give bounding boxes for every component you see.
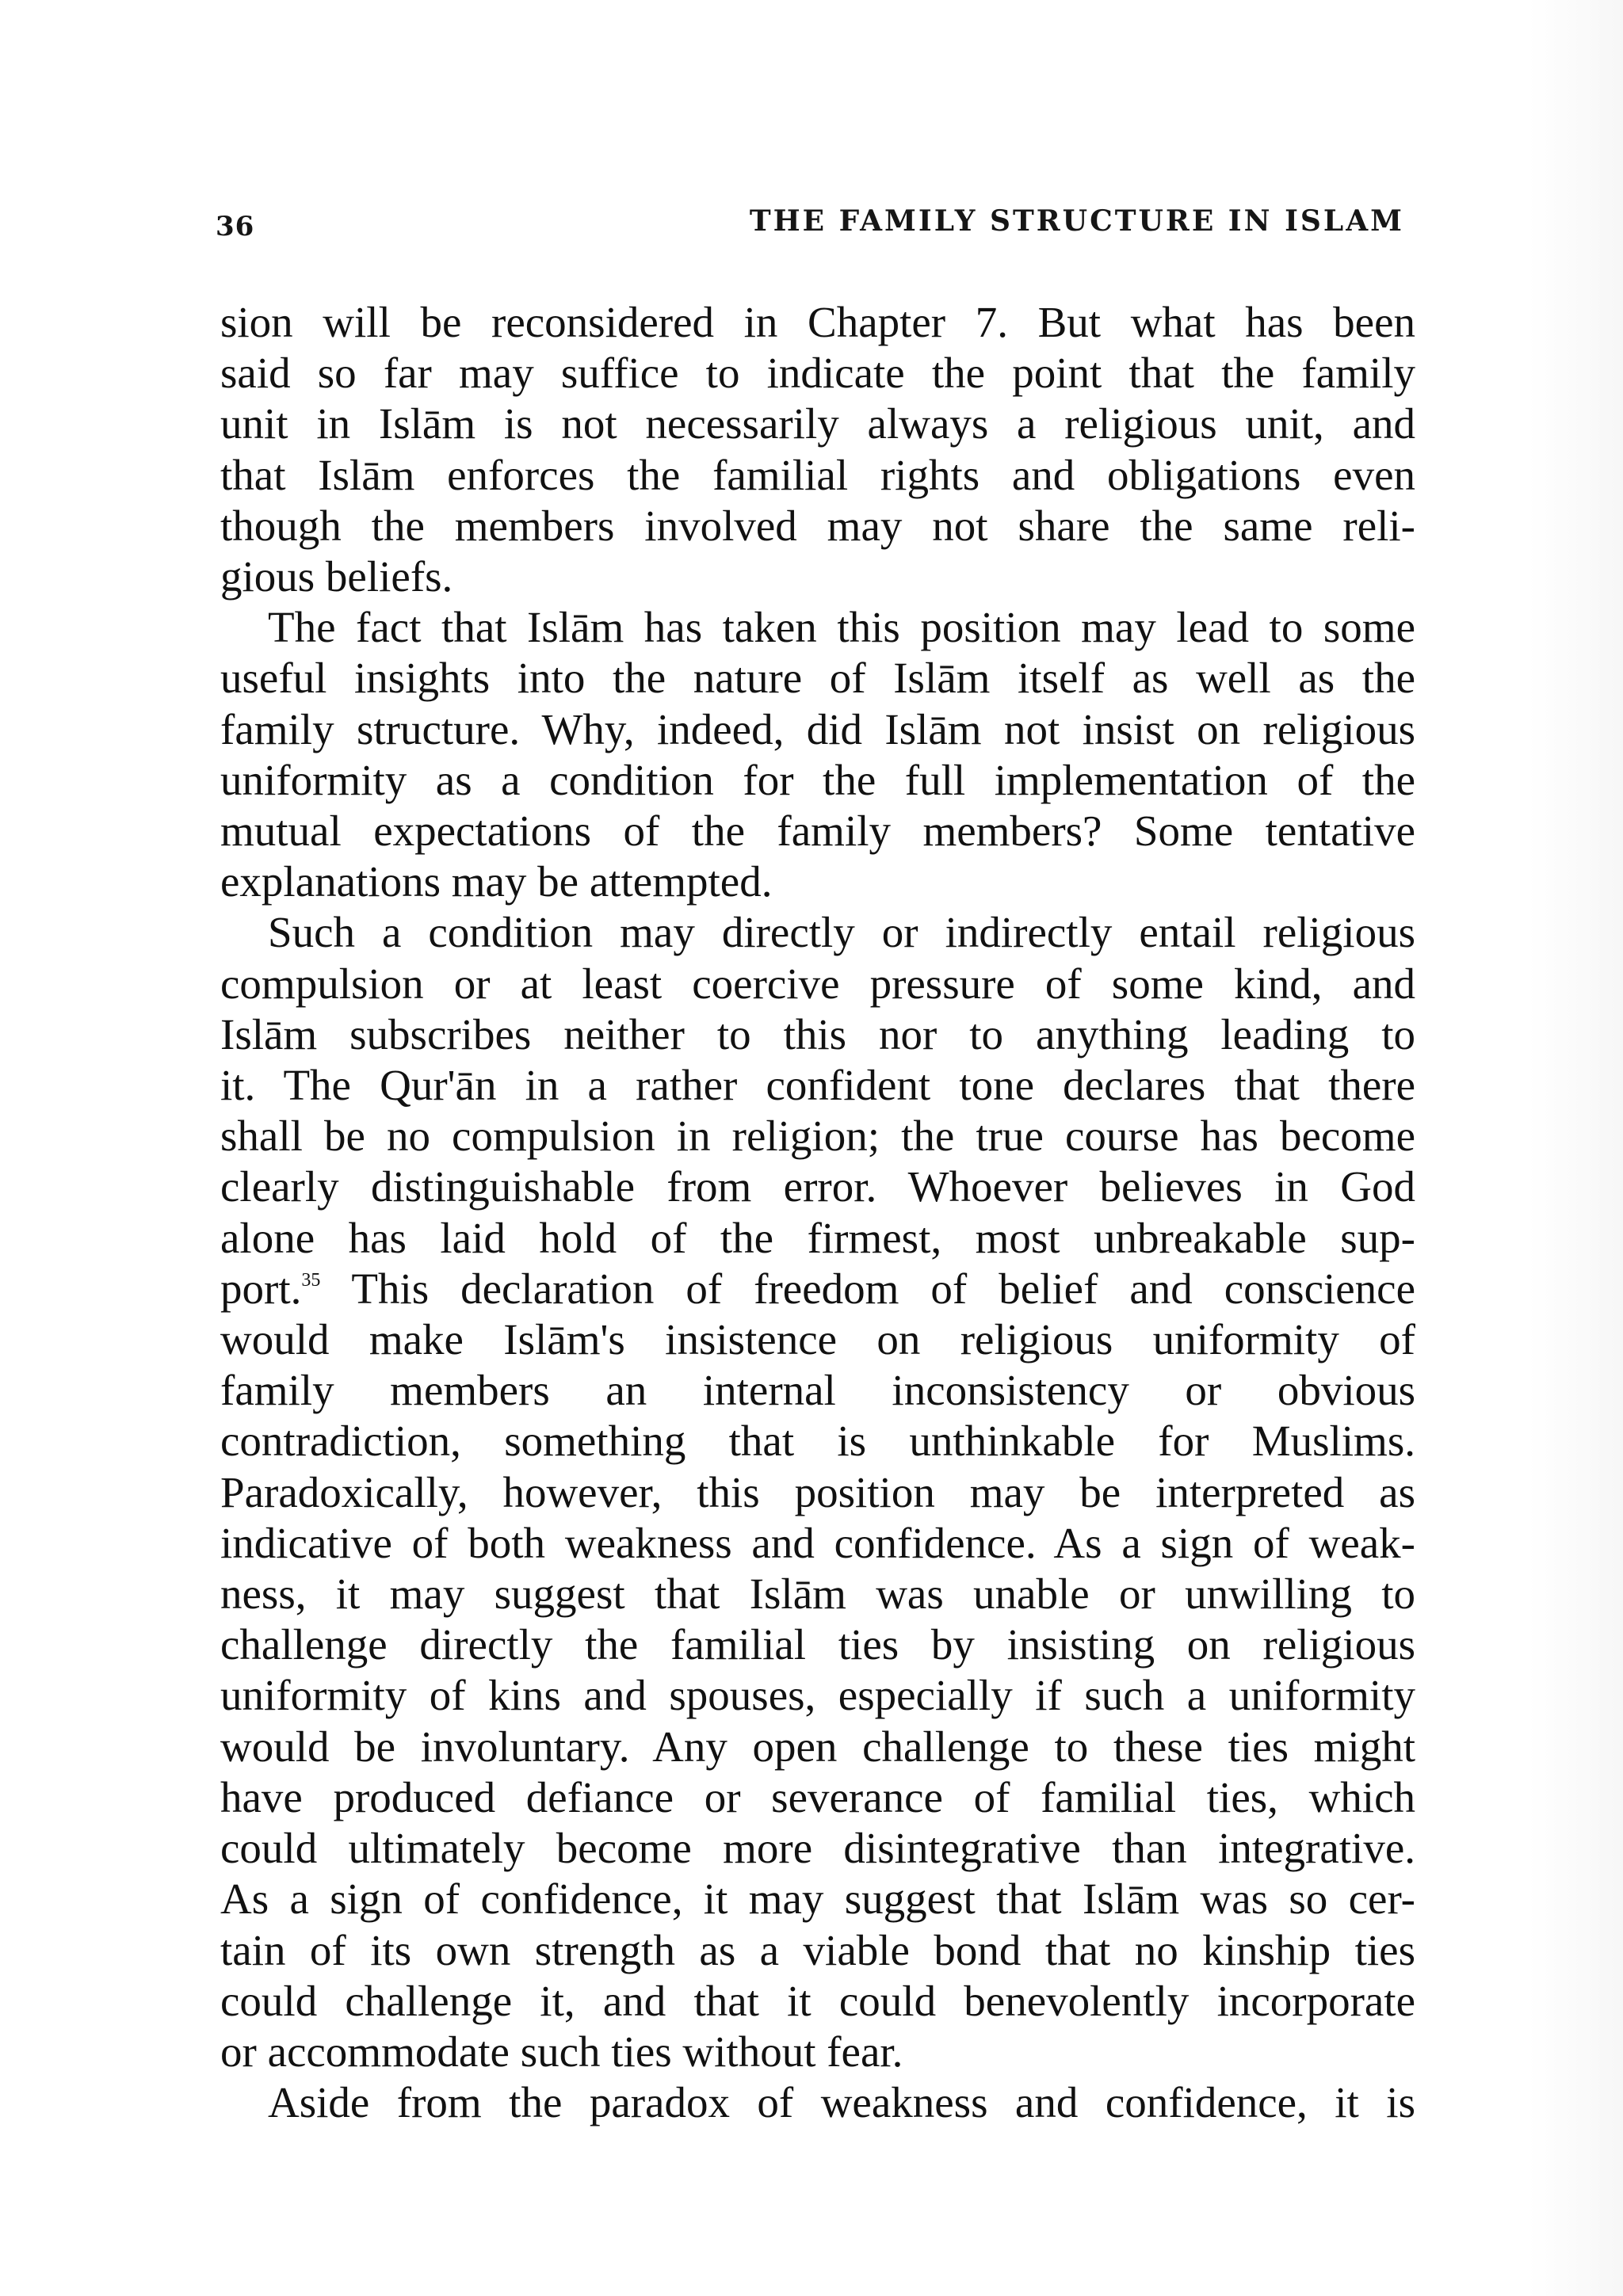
text-line: gious beliefs. bbox=[220, 552, 453, 601]
text-line: uniformity as a condition for the full implementation of the bbox=[220, 755, 1415, 804]
text-line: it. The Qur'ān in a rather confident tone declares that there bbox=[220, 1061, 1415, 1110]
text-line: Paradoxically, however, this position may be interpreted as bbox=[220, 1467, 1415, 1516]
text-line: or accommodate such ties without fear. bbox=[220, 2027, 903, 2076]
text-line: ness, it may suggest that Islām was unable or unwilling to bbox=[220, 1569, 1415, 1619]
text-line: compulsion or at least coercive pressure of some kind, and bbox=[220, 959, 1415, 1008]
text-line: could ultimately become more disintegrative than integrative. bbox=[220, 1824, 1415, 1873]
text-line: unit in Islām is not necessarily always a religious unit, and bbox=[220, 399, 1415, 448]
text-line: uniformity of kins and spouses, especially if such a uniformity bbox=[220, 1671, 1415, 1720]
text-line: mutual expectations of the family members? Some tentative bbox=[220, 807, 1415, 856]
text-line: useful insights into the nature of Islām itself as well as the bbox=[220, 654, 1415, 703]
text-line: would be involuntary. Any open challenge to these ties might bbox=[220, 1722, 1415, 1771]
text-line: explanations may be attempted. bbox=[220, 857, 773, 906]
text-line: challenge directly the familial ties by insisting on religious bbox=[220, 1620, 1415, 1669]
text-line: sion will be reconsidered in Chapter 7. But what has been bbox=[220, 298, 1415, 346]
page-header bbox=[216, 204, 1404, 252]
text-fragment: This declaration of freedom of belief and conscience bbox=[320, 1264, 1415, 1313]
text-line: shall be no compulsion in religion; the true course has become bbox=[220, 1112, 1415, 1161]
text-line: tain of its own strength as a viable bond that no kinship ties bbox=[220, 1925, 1415, 1974]
page-number: 36 bbox=[216, 211, 255, 242]
text-line: said so far may suffice to indicate the point that the family bbox=[220, 349, 1415, 398]
text-fragment: port. bbox=[220, 1264, 302, 1313]
text-line: alone has laid hold of the firmest, most unbreakable sup- bbox=[220, 1213, 1415, 1262]
text-line: family members an internal inconsistency or obvious bbox=[220, 1366, 1415, 1415]
text-line: As a sign of confidence, it may suggest that Islām was so cer- bbox=[220, 1875, 1415, 1924]
text-line: Islām subscribes neither to this nor to anything leading to bbox=[220, 1009, 1415, 1058]
text-line: would make Islām's insistence on religious uniformity of bbox=[220, 1315, 1415, 1364]
text-line: could challenge it, and that it could benevolently incorporate bbox=[220, 1976, 1415, 2025]
scan-shadow bbox=[1528, 0, 1623, 2296]
text-line: family structure. Why, indeed, did Islām not insist on religious bbox=[220, 704, 1415, 753]
text-line: Such a condition may directly or indirectly entail religious bbox=[268, 908, 1415, 957]
text-line: The fact that Islām has taken this position may lead to some bbox=[268, 603, 1415, 652]
text-line: indicative of both weakness and confidence. As a sign of weak- bbox=[220, 1518, 1415, 1567]
text-line-with-footnote bbox=[220, 1264, 1415, 1314]
text-line: have produced defiance or severance of familial ties, which bbox=[220, 1772, 1415, 1821]
text-line: that Islām enforces the familial rights and obligations even bbox=[220, 450, 1415, 499]
text-line: though the members involved may not share the same reli- bbox=[220, 501, 1415, 550]
text-line: Aside from the paradox of weakness and confidence, it is bbox=[268, 2078, 1415, 2127]
text-line: contradiction, something that is unthinkable for Muslims. bbox=[220, 1417, 1415, 1466]
text-line: clearly distinguishable from error. Whoever believes in God bbox=[220, 1162, 1415, 1211]
running-head: THE FAMILY STRUCTURE IN ISLAM bbox=[749, 204, 1404, 238]
footnote-marker[interactable]: 35 bbox=[301, 1269, 321, 1291]
body-text bbox=[220, 297, 1415, 2128]
